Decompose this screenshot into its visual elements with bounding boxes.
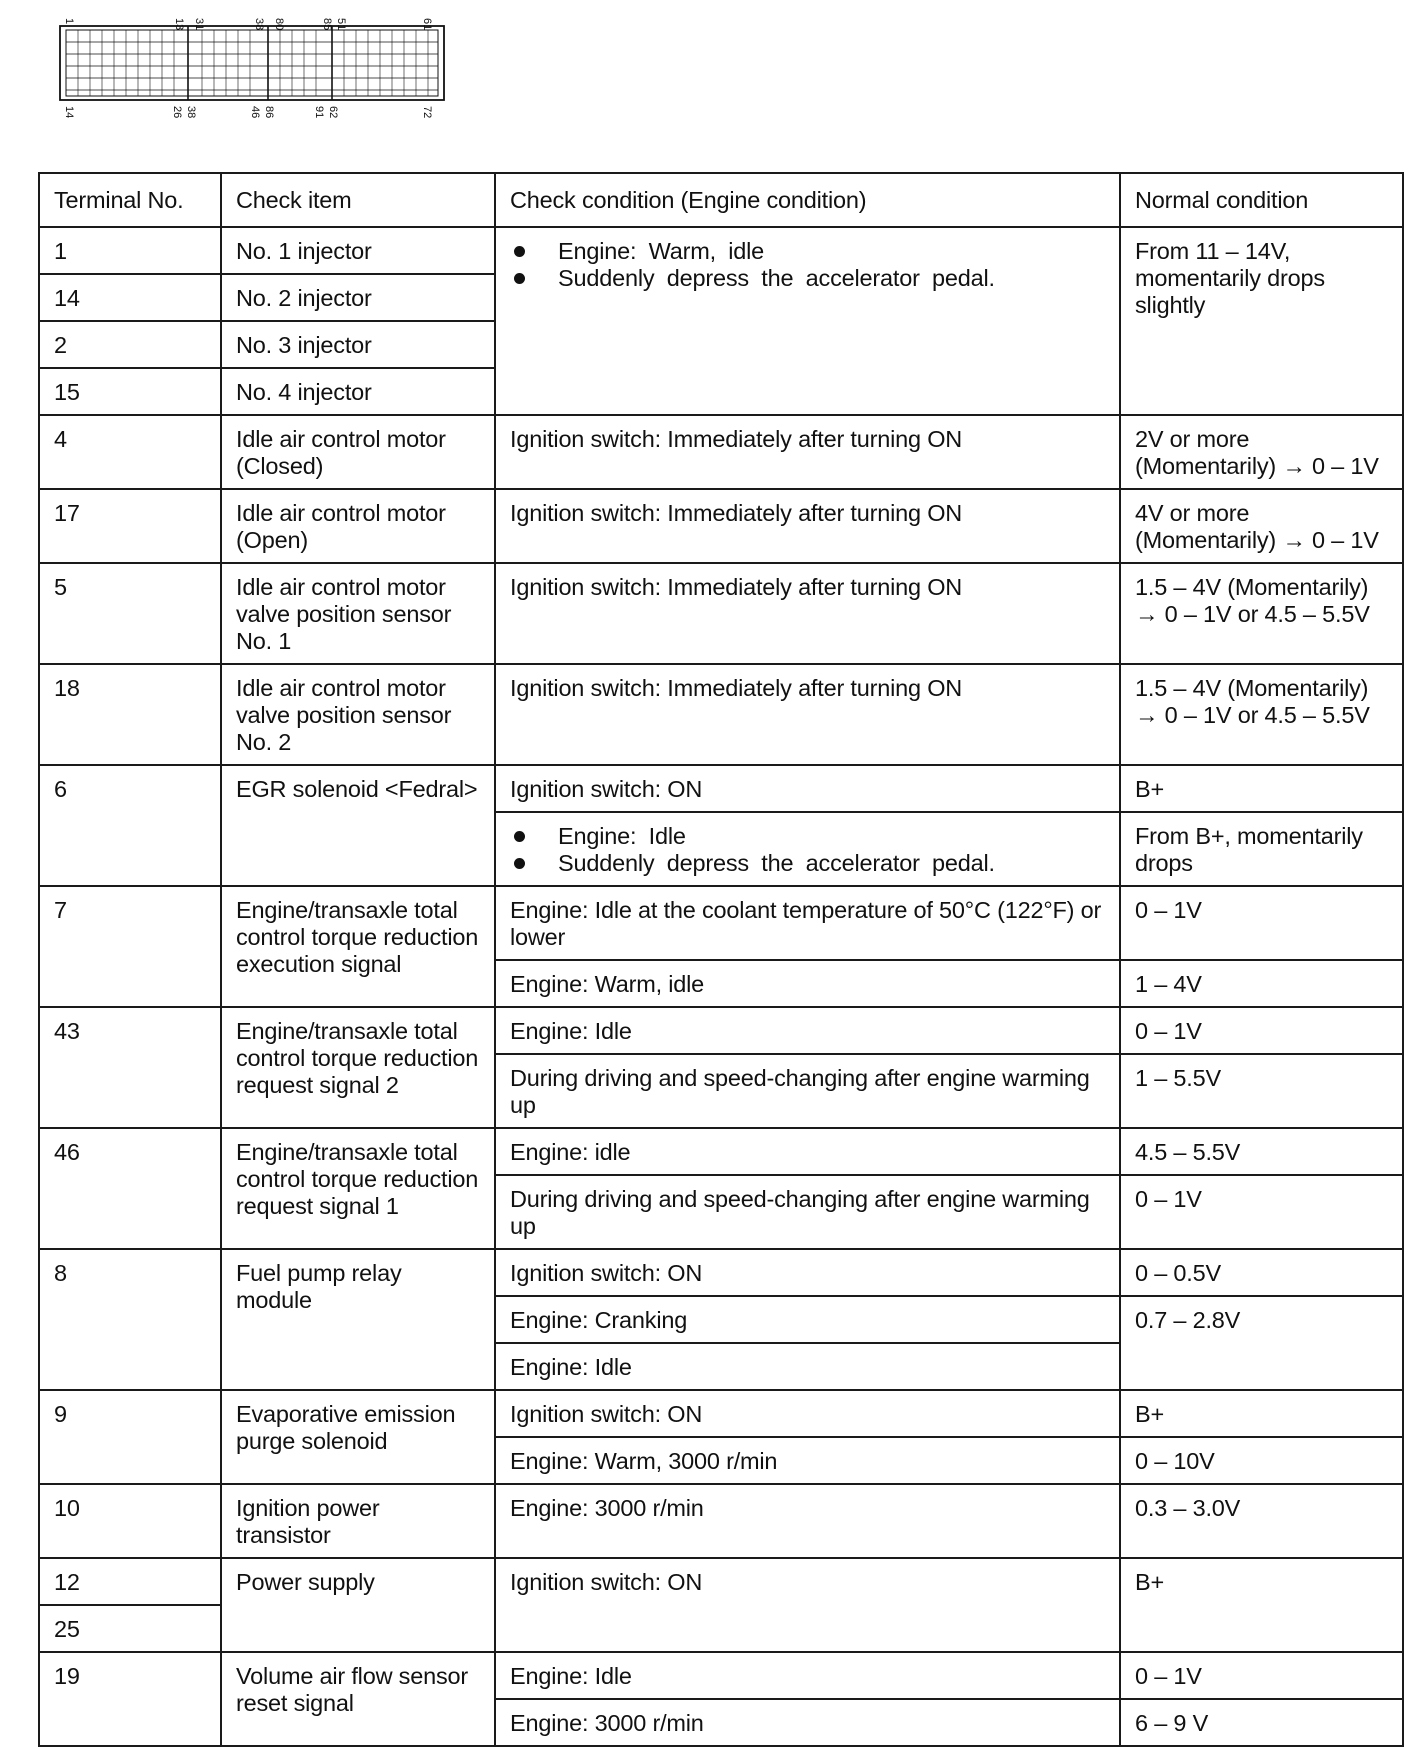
- check-condition-cell: [495, 812, 1120, 886]
- terminal-cell: 18: [39, 664, 221, 765]
- table-row: [39, 1558, 1403, 1605]
- condition-bullet: Engine: Idle: [510, 823, 1105, 850]
- check-item-cell: Power supply: [221, 1558, 495, 1652]
- normal-condition-cell: 4.5 – 5.5V: [1120, 1128, 1403, 1175]
- condition-bullet: Engine: Warm, idle: [510, 238, 1105, 265]
- check-item-cell: No. 1 injector: [221, 227, 495, 274]
- check-condition-cell: Engine: 3000 r/min: [495, 1699, 1120, 1746]
- table-row: [39, 563, 1403, 664]
- pin-label: 61: [421, 18, 433, 31]
- normal-condition-cell: 4V or more (Momentarily) → 0 – 1V: [1120, 489, 1403, 563]
- table-row: [39, 227, 1403, 274]
- pin-label: 31: [193, 18, 205, 31]
- table-row: [39, 1390, 1403, 1437]
- normal-condition-cell: 0 – 1V: [1120, 1175, 1403, 1249]
- pin-label: 26: [171, 106, 183, 119]
- check-item-cell: No. 4 injector: [221, 368, 495, 415]
- check-item-cell: Ignition power transistor: [221, 1484, 495, 1558]
- terminal-cell: 5: [39, 563, 221, 664]
- terminal-cell: 2: [39, 321, 221, 368]
- check-condition-cell: Ignition switch: Immediately after turning ON: [495, 489, 1120, 563]
- terminal-cell: 46: [39, 1128, 221, 1249]
- pin-label: 86: [263, 106, 275, 119]
- terminal-cell: 7: [39, 886, 221, 1007]
- header-terminal: Terminal No.: [39, 173, 221, 227]
- normal-condition-cell: 0 – 1V: [1120, 886, 1403, 960]
- check-condition-cell: Engine: idle: [495, 1128, 1120, 1175]
- check-condition-cell: During driving and speed-changing after engine warming up: [495, 1175, 1120, 1249]
- normal-condition-cell: 6 – 9 V: [1120, 1699, 1403, 1746]
- normal-condition-cell: 0.3 – 3.0V: [1120, 1484, 1403, 1558]
- terminal-cell: 25: [39, 1605, 221, 1652]
- check-item-cell: Idle air control motor valve position sensor No. 1: [221, 563, 495, 664]
- normal-condition-cell: B+: [1120, 1390, 1403, 1437]
- table-header-row: [39, 173, 1403, 227]
- table-row: [39, 415, 1403, 489]
- check-condition-cell: Ignition switch: ON: [495, 765, 1120, 812]
- normal-condition-cell: 0 – 10V: [1120, 1437, 1403, 1484]
- condition-bullet: Suddenly depress the accelerator pedal.: [510, 850, 1105, 877]
- check-condition-cell: Engine: Warm, 3000 r/min: [495, 1437, 1120, 1484]
- check-item-cell: Idle air control motor (Open): [221, 489, 495, 563]
- check-condition-cell: Engine: Warm, idle: [495, 960, 1120, 1007]
- normal-condition-cell: 1.5 – 4V (Momentarily) → 0 – 1V or 4.5 – 5.5V: [1120, 563, 1403, 664]
- check-condition-cell: [495, 227, 1120, 415]
- normal-condition-cell: B+: [1120, 765, 1403, 812]
- normal-condition-cell: 1 – 4V: [1120, 960, 1403, 1007]
- connector-bottom-labels: [63, 106, 433, 118]
- table-row: [39, 1128, 1403, 1175]
- header-normal-condition: Normal condition: [1120, 173, 1403, 227]
- table-row: [39, 489, 1403, 563]
- normal-condition-cell: 0 – 1V: [1120, 1652, 1403, 1699]
- pin-label: 62: [327, 106, 339, 119]
- pin-label: 14: [63, 106, 75, 119]
- terminal-cell: 14: [39, 274, 221, 321]
- check-condition-cell: During driving and speed-changing after engine warming up: [495, 1054, 1120, 1128]
- terminal-cell: 43: [39, 1007, 221, 1128]
- terminal-cell: 4: [39, 415, 221, 489]
- terminal-cell: 12: [39, 1558, 221, 1605]
- pin-label: 38: [253, 18, 265, 31]
- check-condition-cell: Ignition switch: Immediately after turning ON: [495, 664, 1120, 765]
- normal-condition-cell: B+: [1120, 1558, 1403, 1652]
- pin-label: 46: [249, 106, 261, 119]
- pin-label: 51: [335, 18, 347, 31]
- connector-body: [60, 26, 444, 100]
- check-condition-cell: Engine: Idle: [495, 1652, 1120, 1699]
- terminal-cell: 6: [39, 765, 221, 886]
- check-item-cell: No. 2 injector: [221, 274, 495, 321]
- check-item-cell: Engine/transaxle total control torque reduction request signal 2: [221, 1007, 495, 1128]
- pin-label: 1: [63, 18, 75, 25]
- normal-condition-cell: 1.5 – 4V (Momentarily) → 0 – 1V or 4.5 – 5.5V: [1120, 664, 1403, 765]
- check-condition-cell: Ignition switch: ON: [495, 1558, 1120, 1652]
- pin-label: 80: [273, 18, 285, 31]
- normal-condition-cell: 2V or more (Momentarily) → 0 – 1V: [1120, 415, 1403, 489]
- pin-label: 91: [313, 106, 325, 119]
- normal-condition-cell: 1 – 5.5V: [1120, 1054, 1403, 1128]
- check-condition-cell: Engine: Idle: [495, 1343, 1120, 1390]
- pin-label: 72: [421, 106, 433, 119]
- normal-condition-cell: 0 – 1V: [1120, 1007, 1403, 1054]
- check-item-cell: Volume air flow sensor reset signal: [221, 1652, 495, 1746]
- terminal-cell: 17: [39, 489, 221, 563]
- pin-label: 85: [321, 18, 333, 31]
- normal-condition-cell: From 11 – 14V, momentarily drops slightly: [1120, 227, 1403, 415]
- condition-bullet: Suddenly depress the accelerator pedal.: [510, 265, 1105, 292]
- connector-top-labels: [63, 18, 433, 30]
- normal-condition-cell: From B+, momentarily drops: [1120, 812, 1403, 886]
- normal-condition-cell: 0 – 0.5V: [1120, 1249, 1403, 1296]
- check-condition-cell: Engine: 3000 r/min: [495, 1484, 1120, 1558]
- table-row: [39, 1249, 1403, 1296]
- pin-label: 13: [173, 18, 185, 31]
- check-condition-cell: Ignition switch: Immediately after turning ON: [495, 563, 1120, 664]
- table-row: [39, 664, 1403, 765]
- check-condition-cell: Ignition switch: Immediately after turning ON: [495, 415, 1120, 489]
- check-condition-cell: Ignition switch: ON: [495, 1249, 1120, 1296]
- check-item-cell: Idle air control motor (Closed): [221, 415, 495, 489]
- check-item-cell: EGR solenoid <Fedral>: [221, 765, 495, 886]
- terminal-cell: 15: [39, 368, 221, 415]
- check-item-cell: Engine/transaxle total control torque reduction request signal 1: [221, 1128, 495, 1249]
- header-check-item: Check item: [221, 173, 495, 227]
- check-item-cell: Idle air control motor valve position sensor No. 2: [221, 664, 495, 765]
- terminal-cell: 8: [39, 1249, 221, 1390]
- pin-label: 38: [185, 106, 197, 119]
- ecu-connector-diagram: [58, 4, 488, 134]
- check-condition-cell: Ignition switch: ON: [495, 1390, 1120, 1437]
- table-row: [39, 886, 1403, 960]
- check-condition-cell: Engine: Idle at the coolant temperature of 50°C (122°F) or lower: [495, 886, 1120, 960]
- table-row: [39, 1484, 1403, 1558]
- terminal-cell: 1: [39, 227, 221, 274]
- check-condition-cell: Engine: Idle: [495, 1007, 1120, 1054]
- check-item-cell: Fuel pump relay module: [221, 1249, 495, 1390]
- terminal-cell: 10: [39, 1484, 221, 1558]
- normal-condition-cell: 0.7 – 2.8V: [1120, 1296, 1403, 1390]
- terminal-cell: 9: [39, 1390, 221, 1484]
- check-item-cell: Evaporative emission purge solenoid: [221, 1390, 495, 1484]
- terminal-cell: 19: [39, 1652, 221, 1746]
- check-item-cell: Engine/transaxle total control torque reduction execution signal: [221, 886, 495, 1007]
- check-item-cell: No. 3 injector: [221, 321, 495, 368]
- terminal-check-table: [38, 172, 1404, 1747]
- header-check-condition: Check condition (Engine condition): [495, 173, 1120, 227]
- table-row: [39, 765, 1403, 812]
- check-condition-cell: Engine: Cranking: [495, 1296, 1120, 1343]
- table-row: [39, 1007, 1403, 1054]
